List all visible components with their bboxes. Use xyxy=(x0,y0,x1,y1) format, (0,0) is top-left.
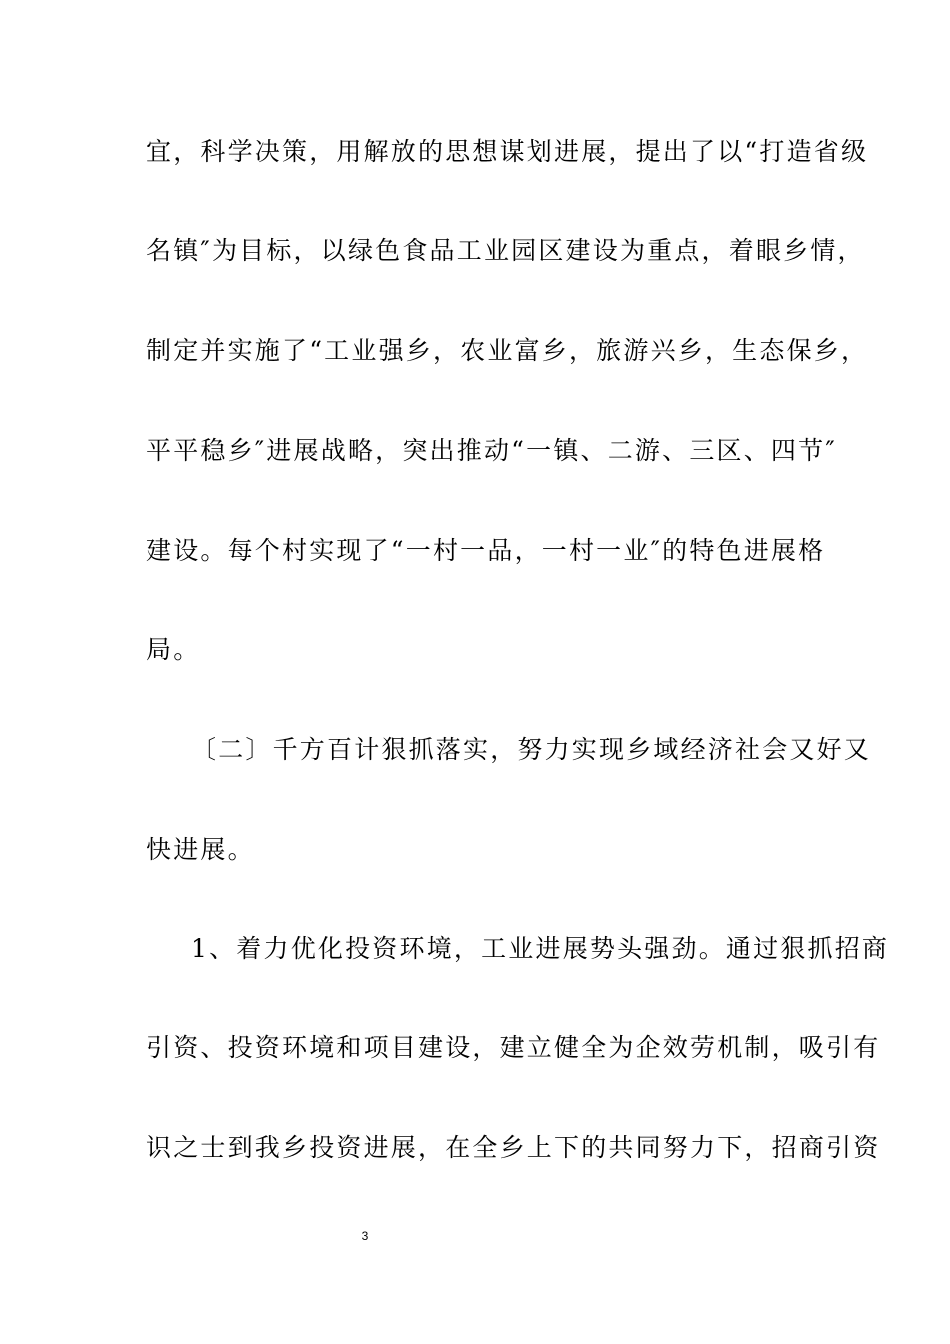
text-line: 名镇″为目标，以绿色食品工业园区建设为重点，着眼乡情， xyxy=(146,236,865,265)
section-heading-line: 〔二〕千方百计狠抓落实，努力实现乡域经济社会又好又 xyxy=(191,735,872,764)
text-line: 宜，科学决策，用解放的思想谋划进展，提出了以“打造省级 xyxy=(146,137,869,166)
paragraph-start-line: 1、着力优化投资环境，工业进展势头强劲。通过狠抓招商 xyxy=(191,934,890,963)
text-line: 建设。每个村实现了“一村一品，一村一业″的特色进展格 xyxy=(146,536,826,565)
text-line: 识之士到我乡投资进展，在全乡上下的共同努力下，招商引资 xyxy=(146,1133,881,1162)
text-line: 局。 xyxy=(146,635,201,664)
section-heading-line: 快进展。 xyxy=(146,835,255,864)
text-line: 制定并实施了“工业强乡，农业富乡，旅游兴乡，生态保乡， xyxy=(146,336,869,365)
page-number: 3 xyxy=(361,1229,369,1243)
text-line: 平平稳乡″进展战略，突出推动“一镇、二游、三区、四节″ xyxy=(146,436,837,465)
text-line: 引资、投资环境和项目建设，建立健全为企效劳机制，吸引有 xyxy=(146,1033,881,1062)
